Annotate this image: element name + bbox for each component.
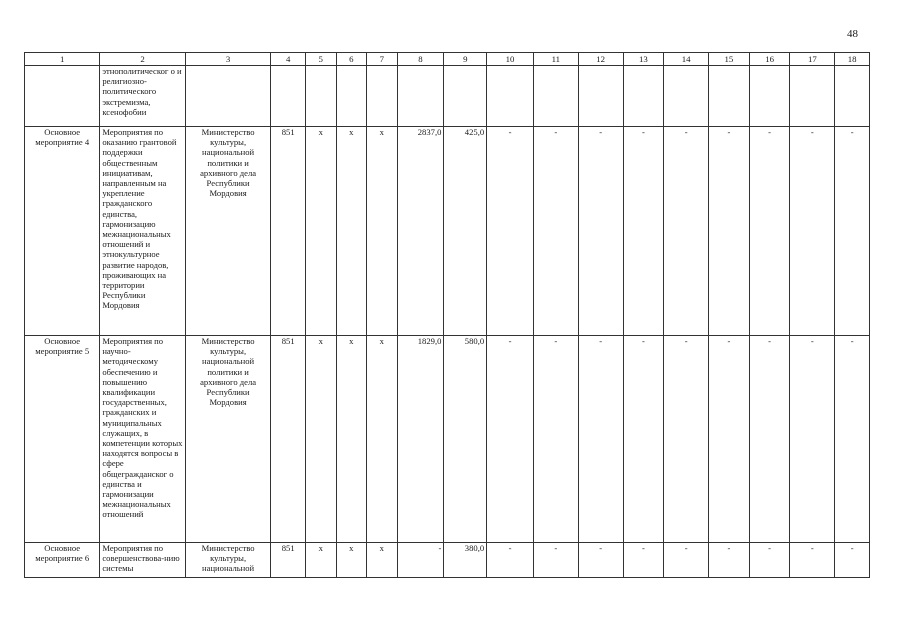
value-cell bbox=[305, 66, 336, 127]
value-cell bbox=[578, 66, 623, 127]
table-row bbox=[25, 66, 870, 127]
value-cell: х bbox=[336, 543, 367, 578]
value-cell bbox=[336, 66, 367, 127]
value-cell: - bbox=[790, 127, 835, 336]
column-number-cell: 18 bbox=[835, 53, 870, 66]
table-row bbox=[25, 127, 870, 336]
column-number-cell: 7 bbox=[367, 53, 398, 66]
value-cell: - bbox=[835, 127, 870, 336]
column-number-cell: 11 bbox=[533, 53, 578, 66]
value-cell: - bbox=[533, 127, 578, 336]
column-number-cell: 6 bbox=[336, 53, 367, 66]
value-cell: - bbox=[578, 336, 623, 543]
activity-title-cell: Основное мероприятие 4 bbox=[25, 127, 100, 336]
value-cell: - bbox=[397, 543, 444, 578]
value-cell: 425,0 bbox=[444, 127, 487, 336]
activity-description-cell: Мероприятия по научно-методическому обеспечению и повышению квалификации государственных, гражданских и муниципальных служащих, в компетенции которых находятся вопросы в сфере общегражданског о единства и гармонизации межнациональных отношений bbox=[100, 336, 186, 543]
value-cell: 2837,0 bbox=[397, 127, 444, 336]
value-cell bbox=[749, 66, 790, 127]
column-number-cell: 17 bbox=[790, 53, 835, 66]
value-cell: - bbox=[709, 127, 750, 336]
value-cell bbox=[664, 66, 709, 127]
column-number-cell: 14 bbox=[664, 53, 709, 66]
value-cell: - bbox=[835, 336, 870, 543]
value-cell: 1829,0 bbox=[397, 336, 444, 543]
column-number-cell: 1 bbox=[25, 53, 100, 66]
value-cell: - bbox=[664, 543, 709, 578]
responsible-executor-cell bbox=[185, 66, 271, 127]
value-cell: х bbox=[367, 336, 398, 543]
column-number-cell: 2 bbox=[100, 53, 186, 66]
column-number-cell: 15 bbox=[709, 53, 750, 66]
value-cell: - bbox=[709, 336, 750, 543]
value-cell: - bbox=[790, 336, 835, 543]
column-number-cell: 12 bbox=[578, 53, 623, 66]
value-cell: - bbox=[487, 543, 534, 578]
column-number-row bbox=[25, 53, 870, 66]
value-cell: - bbox=[749, 336, 790, 543]
responsible-executor-cell: Министерство культуры, национальной bbox=[185, 543, 271, 578]
value-cell: - bbox=[623, 336, 664, 543]
value-cell bbox=[709, 66, 750, 127]
value-cell bbox=[271, 66, 306, 127]
value-cell: х bbox=[336, 127, 367, 336]
value-cell: - bbox=[790, 543, 835, 578]
value-cell: - bbox=[487, 127, 534, 336]
column-number-cell: 3 bbox=[185, 53, 271, 66]
value-cell: - bbox=[578, 127, 623, 336]
value-cell: - bbox=[623, 543, 664, 578]
value-cell bbox=[533, 66, 578, 127]
page-number: 48 bbox=[847, 28, 858, 40]
value-cell bbox=[487, 66, 534, 127]
value-cell: х bbox=[367, 127, 398, 336]
value-cell: - bbox=[664, 127, 709, 336]
column-number-cell: 4 bbox=[271, 53, 306, 66]
table-row bbox=[25, 336, 870, 543]
value-cell: 380,0 bbox=[444, 543, 487, 578]
value-cell: 580,0 bbox=[444, 336, 487, 543]
activity-title-cell bbox=[25, 66, 100, 127]
activity-title-cell: Основное мероприятие 5 bbox=[25, 336, 100, 543]
value-cell: - bbox=[533, 336, 578, 543]
column-number-cell: 13 bbox=[623, 53, 664, 66]
value-cell: - bbox=[623, 127, 664, 336]
value-cell: 851 bbox=[271, 543, 306, 578]
activity-title-cell: Основное мероприятие 6 bbox=[25, 543, 100, 578]
value-cell: - bbox=[664, 336, 709, 543]
value-cell: - bbox=[749, 543, 790, 578]
value-cell: х bbox=[305, 127, 336, 336]
activity-description-cell: Мероприятия по оказанию грантовой поддержки общественным инициативам, направленным на укрепление гражданского единства, гармонизацию межнациональных отношений и этнокультурное развитие народов, проживающих на территории Республики Мордовия bbox=[100, 127, 186, 336]
value-cell bbox=[790, 66, 835, 127]
responsible-executor-cell: Министерство культуры, национальной политики и архивного дела Республики Мордовия bbox=[185, 336, 271, 543]
table-row bbox=[25, 543, 870, 578]
value-cell: х bbox=[367, 543, 398, 578]
value-cell bbox=[397, 66, 444, 127]
column-number-cell: 16 bbox=[749, 53, 790, 66]
value-cell: - bbox=[487, 336, 534, 543]
value-cell: - bbox=[533, 543, 578, 578]
value-cell: - bbox=[578, 543, 623, 578]
value-cell: 851 bbox=[271, 127, 306, 336]
value-cell bbox=[835, 66, 870, 127]
column-number-cell: 5 bbox=[305, 53, 336, 66]
responsible-executor-cell: Министерство культуры, национальной политики и архивного дела Республики Мордовия bbox=[185, 127, 271, 336]
value-cell: х bbox=[336, 336, 367, 543]
column-number-cell: 10 bbox=[487, 53, 534, 66]
column-number-cell: 9 bbox=[444, 53, 487, 66]
value-cell: - bbox=[749, 127, 790, 336]
value-cell: - bbox=[835, 543, 870, 578]
activity-description-cell: этнополитическог о и религиозно-политического экстремизма, ксенофобии bbox=[100, 66, 186, 127]
activity-description-cell: Мероприятия по совершенствова-нию системы bbox=[100, 543, 186, 578]
value-cell bbox=[444, 66, 487, 127]
column-number-cell: 8 bbox=[397, 53, 444, 66]
value-cell: х bbox=[305, 336, 336, 543]
value-cell: - bbox=[709, 543, 750, 578]
budget-table bbox=[24, 52, 870, 578]
value-cell bbox=[623, 66, 664, 127]
value-cell: х bbox=[305, 543, 336, 578]
value-cell bbox=[367, 66, 398, 127]
value-cell: 851 bbox=[271, 336, 306, 543]
